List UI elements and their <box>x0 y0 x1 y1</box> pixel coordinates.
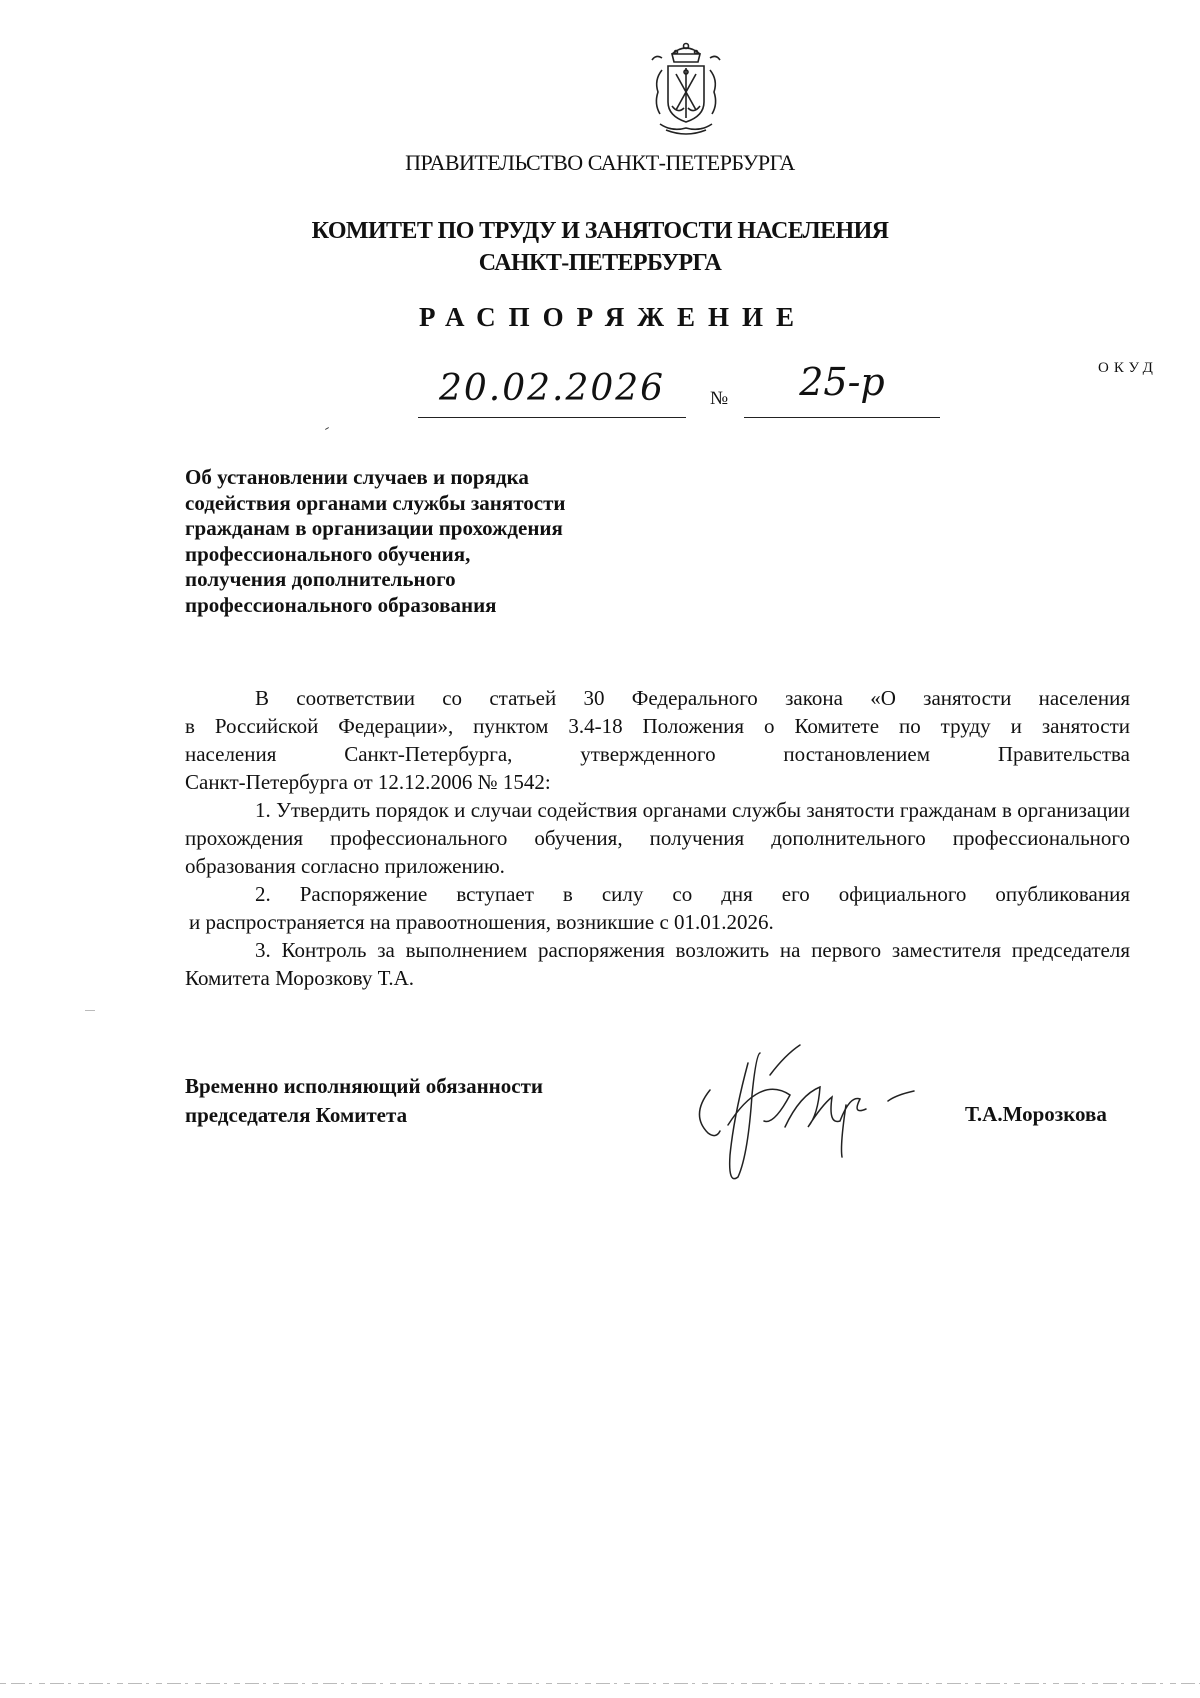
committee-title-line-1: КОМИТЕТ ПО ТРУДУ И ЗАНЯТОСТИ НАСЕЛЕНИЯ <box>311 218 889 244</box>
scan-mark <box>325 427 329 430</box>
number-sign: № <box>710 388 729 409</box>
okud-label: ОКУД <box>1098 360 1158 376</box>
preamble-line-1: В соответствии со статьей 30 Федерального закона «О занятости населения <box>255 686 1130 710</box>
handwritten-signature-icon <box>690 1035 950 1190</box>
order-item-3: 3. Контроль за выполнением распоряжения возложить на первого заместителя председателя Комитета Морозкову Т.А. <box>185 938 1130 990</box>
committee-title <box>0 215 1200 279</box>
order-body <box>185 684 1130 992</box>
signer-position-line-2: председателя Комитета <box>185 1103 408 1127</box>
order-item-2-line-2: и распространяется на правоотношения, возникшие с 01.01.2026. <box>189 910 774 934</box>
preamble-line-2: в Российской Федерации», пунктом 3.4-18 Положения о Комитете по труду и занятости <box>185 714 1130 738</box>
handwritten-number: 25-р <box>799 360 885 404</box>
subject-line: гражданам в организации прохождения <box>185 516 563 540</box>
signer-position <box>185 1072 543 1130</box>
preamble-line-4: Санкт-Петербурга от 12.12.2006 № 1542: <box>185 770 551 794</box>
coat-of-arms-icon <box>642 40 730 140</box>
number-underline <box>744 417 940 418</box>
signer-name: Т.А.Морозкова <box>965 1102 1107 1126</box>
government-title: ПРАВИТЕЛЬСТВО САНКТ-ПЕТЕРБУРГА <box>405 150 795 175</box>
preamble-line-3: населения Санкт-Петербурга, утвержденного постановлением Правительства <box>185 742 1130 766</box>
subject-line: Об установлении случаев и порядка <box>185 465 529 489</box>
signer-position-line-1: Временно исполняющий обязанности <box>185 1074 544 1098</box>
committee-title-line-2: САНКТ-ПЕТЕРБУРГА <box>478 250 722 276</box>
order-item-2-line-1: 2. Распоряжение вступает в силу со дня его официального опубликования <box>255 882 1130 906</box>
handwritten-date: 20.02.2026 <box>438 368 666 409</box>
order-subject <box>185 465 645 618</box>
scan-mark <box>85 1010 95 1011</box>
date-underline <box>418 417 686 418</box>
subject-line: получения дополнительного <box>185 567 456 591</box>
subject-line: профессионального образования <box>185 592 497 617</box>
scan-edge-noise <box>0 1682 1200 1685</box>
subject-line: профессионального обучения, <box>185 541 471 566</box>
order-item-1: 1. Утвердить порядок и случаи содействия органами службы занятости гражданам в организации прохождения профессионального обучения, получения дополнительного профессионального образования согласно приложению. <box>185 798 1130 878</box>
document-type: РАСПОРЯЖЕНИЕ <box>418 302 808 332</box>
subject-line: содействия органами службы занятости <box>185 490 566 515</box>
